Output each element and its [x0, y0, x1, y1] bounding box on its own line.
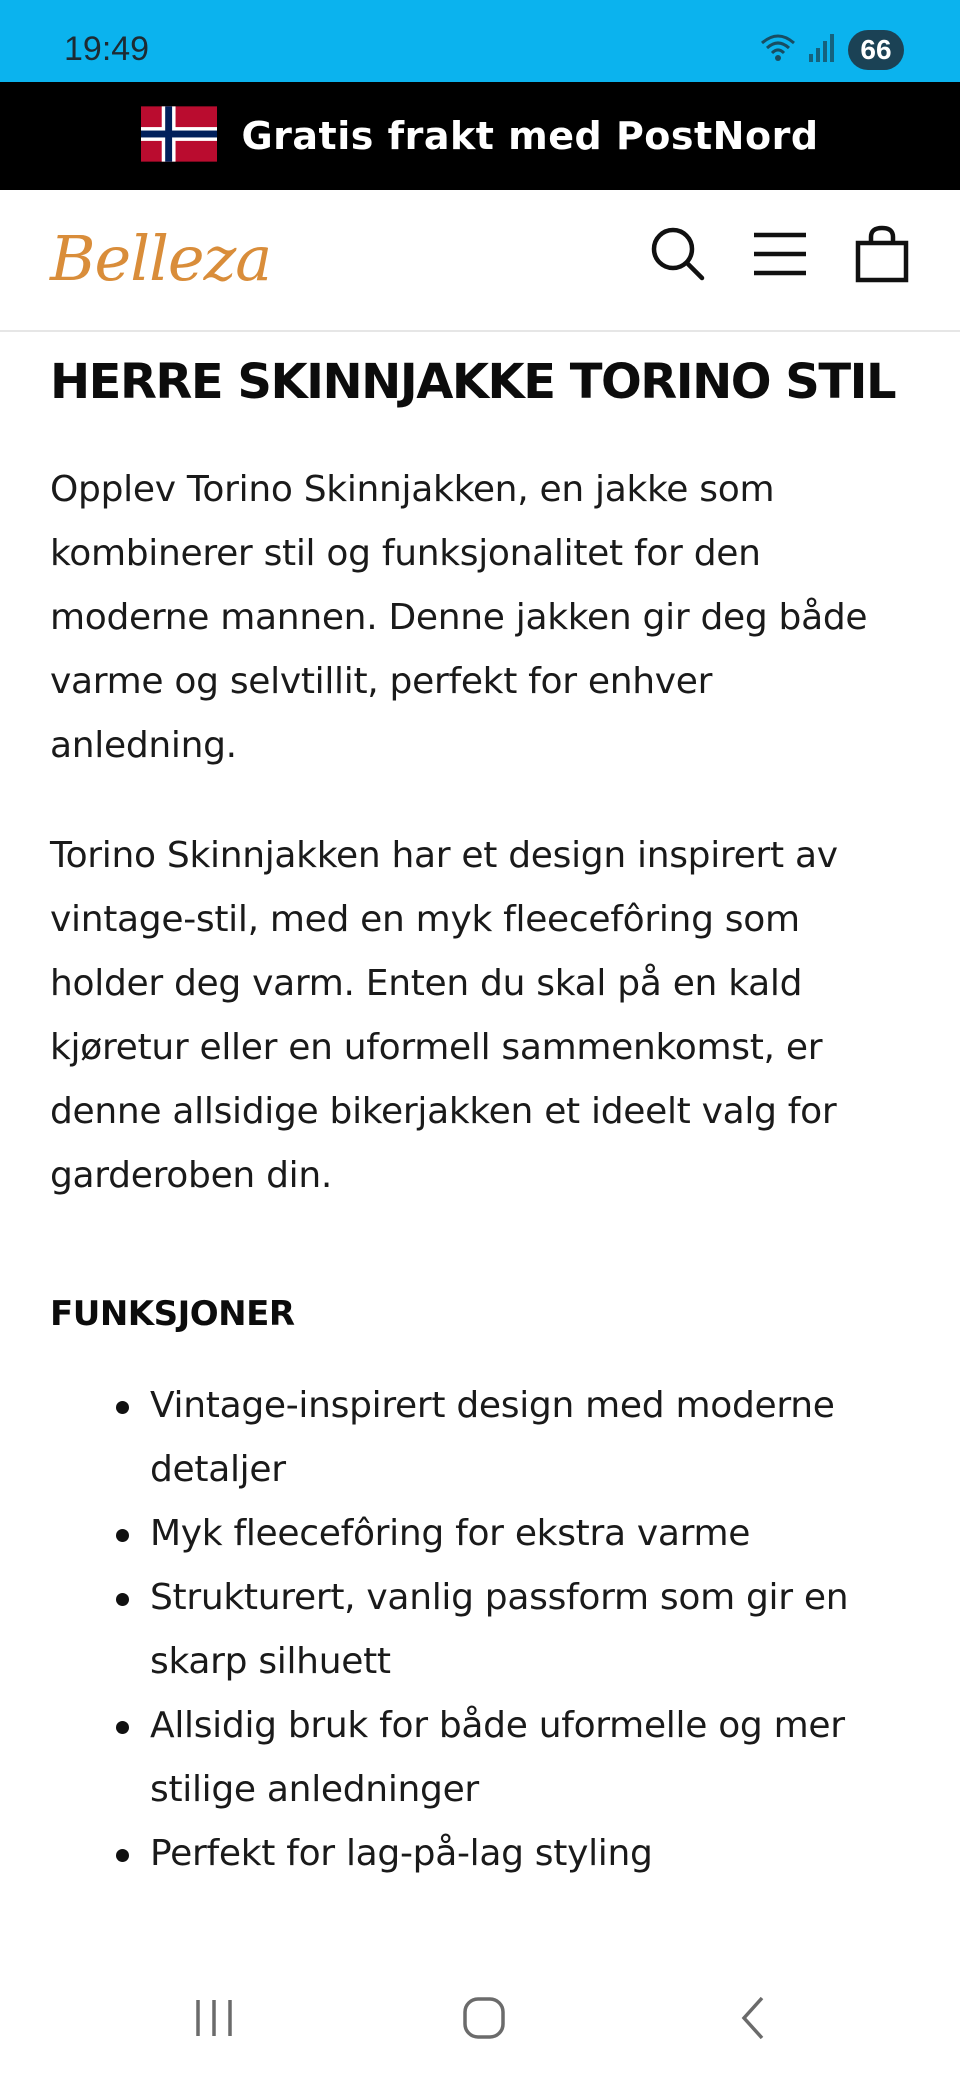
bullet-icon — [116, 1593, 129, 1606]
cart-button[interactable] — [846, 220, 918, 292]
home-icon — [460, 1994, 508, 2046]
description-paragraph: Torino Skinnjakken har et design inspirert av vintage-stil, med en myk fleecefôring som holder deg varm. Enten du skal på en kald kjøretur eller en uformell sammenkomst, er denne allsidige bikerjakken et ideelt valg for garderoben din. — [50, 835, 838, 1196]
description-paragraph: Opplev Torino Skinnjakken, en jakke som kombinerer stil og funksjonalitet for den moderne mannen. Denne jakken gir deg både varme og selvtillit, perfekt for enhver anledning. — [50, 469, 868, 766]
back-button[interactable] — [714, 1980, 794, 2060]
features-list — [50, 1374, 910, 1886]
promo-text: Gratis frakt med PostNord — [241, 114, 819, 158]
feature-text: Strukturert, vanlig passform som gir en skarp silhuett — [150, 1577, 849, 1682]
recent-apps-icon — [192, 1996, 236, 2044]
feature-text: Perfekt for lag-på-lag styling — [150, 1833, 653, 1874]
site-header — [0, 190, 960, 332]
feature-item — [50, 1694, 910, 1822]
status-time: 19:49 — [64, 30, 150, 68]
search-button[interactable] — [642, 220, 714, 292]
norway-flag-icon — [141, 106, 217, 166]
product-description — [50, 340, 910, 1886]
recent-apps-button[interactable] — [174, 1980, 254, 2060]
signal-icon — [808, 33, 836, 67]
wifi-icon — [760, 32, 796, 68]
belleza-logo[interactable]: Belleza — [50, 222, 272, 295]
menu-icon — [750, 229, 810, 283]
status-bar — [0, 0, 960, 82]
page-title: HERRE SKINNJAKKE TORINO STIL — [50, 354, 896, 410]
cart-icon — [855, 225, 909, 287]
back-icon — [734, 1994, 774, 2046]
feature-item — [50, 1822, 910, 1886]
promo-banner — [0, 82, 960, 190]
bullet-icon — [116, 1849, 129, 1862]
search-icon — [648, 224, 708, 288]
navigation-bar — [0, 1960, 960, 2080]
bullet-icon — [116, 1401, 129, 1414]
feature-text: Vintage-inspirert design med moderne detaljer — [150, 1385, 835, 1490]
feature-text: Allsidig bruk for både uformelle og mer stilige anledninger — [150, 1705, 845, 1810]
bullet-icon — [116, 1721, 129, 1734]
bullet-icon — [116, 1529, 129, 1542]
battery-indicator: 66 — [848, 30, 904, 70]
feature-text: Myk fleecefôring for ekstra varme — [150, 1513, 751, 1554]
feature-item — [50, 1502, 910, 1566]
home-button[interactable] — [444, 1980, 524, 2060]
menu-button[interactable] — [744, 220, 816, 292]
feature-item — [50, 1566, 910, 1694]
feature-item — [50, 1374, 910, 1502]
status-icons — [760, 30, 904, 70]
features-heading: FUNKSJONER — [50, 1294, 295, 1334]
